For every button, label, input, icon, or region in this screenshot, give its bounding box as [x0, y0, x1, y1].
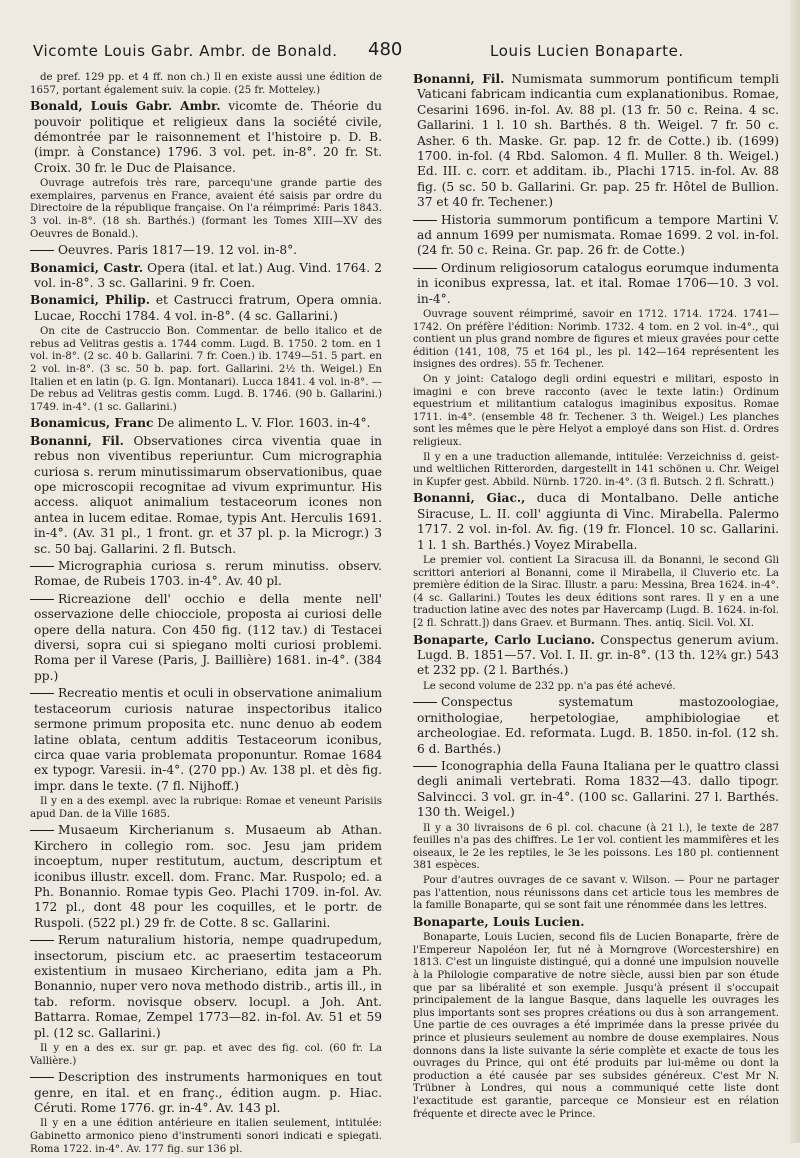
ditto-dash [30, 250, 54, 251]
entry-text: Iconographia della Fauna Italiana per le quattro classi degli animali vertebrati. Roma 1832—43. dallo tipogr. Salvincci. 3 vol. gr. in-4°. (100 sc. Gallarini. 27 l. Barthés. 130 th. Weigel.) [417, 759, 779, 820]
ditto-dash [413, 220, 437, 221]
sub-entry [30, 1070, 382, 1116]
page-number: 480 [368, 39, 403, 60]
catalog-entry [30, 261, 382, 292]
entry-text: Musaeum Kircherianum s. Musaeum ab Athan. Kirchero in collegio rom. soc. Jesu jam pridem incoeptum, nuper restitutum, auctum, descriptum et iconibus illustr. excell. dom. Franc. Mar. Ruspolo; ed. a Ph. Bonannio. Romae typis Geo. Plachi 1709. in-fol. Av. 172 pl., dont 48 pour les coquilles, et le portr. de Ruspoli. (522 pl.) 29 fr. de Cotte. 8 sc. Gallarini. [34, 823, 382, 930]
entry-note: Pour d'autres ouvrages de ce savant v. Wilson. — Pour ne partager pas l'attention, nous réunissons dans cet article tous les membres de la famille Bonaparte, qui se sont fait une rénommée dans les lettres. [413, 875, 779, 912]
sub-entry [413, 695, 779, 757]
header-right: Louis Lucien Bonaparte. [490, 42, 684, 60]
ditto-dash [30, 599, 54, 600]
entry-note: de pref. 129 pp. et 4 ff. non ch.) Il en existe aussi une édition de 1657, portant également suiv. la copie. (25 fr. Motteley.) [30, 72, 382, 96]
ditto-dash [30, 693, 54, 694]
entry-text: Numismata summorum pontificum templi Vaticani fabricam indicantia cum explanationibus. Romae, Cesarini 1696. in-fol. Av. 88 pl. (13 fr. 50 c. Reina. 4 sc. Gallarini. 1 l. 10 sh. Barthés. 8 th. Weigel. 7 fr. 50 c. Asher. 6 th. Maske. Gr. pap. 12 fr. de Cotte.) ib. (1699) 1700. in-fol. (4 Rbd. Salomon. 4 fl. Muller. 8 th. Weigel.) Ed. III. c. corr. et additam. ib., Plachi 1715. in-fol. Av. 88 fig. (5 sc. 50 b. Gallarini. Gr. pap. 25 fr. Hôtel de Bullion. 37 et 40 fr. Techener.) [417, 72, 780, 210]
entry-note: Le premier vol. contient La Siracusa ill. da Bonanni, le second Gli scrittori anteriori al Bonanni, come il Mirabella, il Cluverio etc. La première édition de la Sirac. Illustr. a paru: Messina, Brea 1624. in-4°. (4 sc. Gallarini.) Toutes les deux éditions sont rares. Il y en a une traduction latine avec des notes par Havercamp (Lugd. B. 1624. in-fol. [2 fl. Schratt.]) dans Graev. et Burmann. Thes. antiq. Sicil. Vol. XI. [413, 555, 779, 629]
entry-text: Micrographia curiosa s. rerum minutiss. observ. Romae, de Rubeis 1703. in-4°. Av. 40 pl. [34, 559, 382, 589]
sub-entry [413, 261, 779, 307]
entry-heading: Bonaparte, Carlo Luciano. [413, 632, 596, 647]
sub-entry [413, 213, 779, 259]
sub-entry [413, 759, 779, 821]
ditto-dash [413, 268, 437, 269]
entry-note: Il y a 30 livraisons de 6 pl. col. chacune (à 21 l.), le texte de 287 feuilles n'a pas des chiffres. Le 1er vol. contient les mammifères et les oiseaux, le 2e les reptiles, le 3e les poissons. Les 180 pl. contiennent 381 espèces. [413, 822, 779, 872]
ditto-dash [30, 830, 54, 831]
catalog-entry [30, 434, 382, 557]
entry-text: Description des instruments harmoniques en tout genre, en ital. et en franç., édition augm. p. Hiac. Céruti. Rome 1776. gr. in-4°. Av. 143 pl. [34, 1070, 382, 1115]
ditto-dash [413, 702, 437, 703]
page-edge [790, 0, 800, 1143]
running-header [0, 39, 800, 68]
entry-heading: Bonanni, Giac., [413, 491, 526, 506]
entry-note: Le second volume de 232 pp. n'a pas été achevé. [423, 680, 676, 692]
entry-text: Ricreazione dell' occhio e della mente nell' osservazione delle chiocciole, proposta ai curiosi delle opere della natura. Con 450 fig. (112 tav.) di Testacei diversi, sopra cui si spiegano molti curiosi problemi. Roma per il Varese (Paris, J. Baillière) 1681. in-4°. (384 pp.) [34, 591, 382, 683]
entry-note: Il y en a une traduction allemande, intitulée: Verzeichniss d. geist- und weltlichen Ritterorden, dargestellt in 141 schönen u. Chr. Weigel in Kupfer gest. Abbild. Nürnb. 1720. in-4°. (3 fl. Butsch. 2 fl. Schratt.) [413, 451, 779, 488]
catalog-entry [30, 293, 382, 324]
entry-text: et Castrucci fratrum, Opera omnia. Lucae, Rocchi 1784. 4 vol. in-8°. (4 sc. Gallarini.) [34, 293, 382, 323]
right-column [413, 72, 779, 1123]
entry-text: De alimento L. V. Flor. 1603. in-4°. [153, 416, 371, 431]
entry-heading: Bonamici, Philip. [30, 293, 150, 308]
catalog-entry [413, 491, 779, 553]
entry-text: Conspectus generum avium. Lugd. B. 1851—57. Vol. I. II. gr. in-8°. (13 th. 12¾ gr.) 543 et 232 pp. (2 l. Barthés.) [417, 632, 779, 678]
entry-heading: Bonamicus, Franc [30, 416, 154, 431]
sub-entry [30, 559, 382, 590]
entry-text: Observationes circa viventia quae in rebus non viventibus reperiuntur. Cum micrographia curiosa s. rerum minutissimarum observationibus, quae ope microscopii recognitae ad vivum exprimuntur. His access. aliquot animalium testaceorum icones non antea in lucem editae. Romae, typis Ant. Herculis 1691. in-4°. (Av. 31 pl., 1 front. gr. et 37 pl. p. la Microgr.) 3 sc. 50 baj. Gallarini. 2 fl. Butsch. [34, 433, 382, 556]
entry-text: vicomte de. Théorie du pouvoir politique et religieux dans la société civile, démontrée par le raisonnement et l'histoire p. D. B. (impr. à Constance) 1796. 3 vol. pet. in-8°. 20 fr. St. Croix. 30 fr. le Duc de Plaisance. [34, 99, 382, 175]
entry-text: Recreatio mentis et oculi in observatione animalium testaceorum curiosis naturae inspectoribus italico sermone primum proposita etc. nunc denuo ab eodem latine oblata, centum additis Testaceorum iconibus, circa quae varia problemata proponuntur. Romae 1684 ex typogr. Varesii. in-4°. (270 pp.) Av. 138 pl. et dès fig. impr. dans le texte. (7 fl. Nijhoff.) [34, 686, 382, 793]
entry-note: Ouvrage souvent réimprimé, savoir en 1712. 1714. 1724. 1741—1742. On préfère l'édition: Norimb. 1732. 4 tom. en 2 vol. in-4°., qui contient un plus grand nombre de figures et mieux gravées pour cette édition (141, 108, 75 et 164 pl., les pl. 142—164 représentent les insignes des ordres). 55 fr. Techener. [413, 309, 779, 371]
entry-heading: Bonaparte, Louis Lucien. [413, 914, 585, 929]
entry-heading: Bonanni, Fil. [413, 72, 505, 86]
ditto-dash [413, 766, 437, 767]
catalog-entry [30, 99, 382, 176]
header-left: Vicomte Louis Gabr. Ambr. de Bonald. [33, 42, 338, 60]
catalog-entry [30, 416, 382, 431]
entry-text: Opera (ital. et lat.) Aug. Vind. 1764. 2 vol. in-8°. 3 sc. Gallarini. 9 fr. Coen. [34, 260, 382, 290]
catalog-entry [413, 633, 779, 679]
entry-note: Ouvrage autrefois très rare, parcequ'une grande partie des exemplaires, parvenus en France, avaient été saisis par ordre du Directoire de la république française. On l'a réimprimé: Paris 1843. 3 vol. in-8°. (18 sh. Barthés.) (formant les Tomes XIII—XV des Oeuvres de Bonald.). [30, 178, 382, 240]
entry-text: duca di Montalbano. Delle antiche Siracuse, L. II. coll' aggiunta di Vinc. Mirabella. Palermo 1717. 2 vol. in-fol. Av. fig. (19 fr. Floncel. 10 sc. Gallarini. 1 l. 1 sh. Barthés.) Voyez Mirabella. [417, 491, 779, 552]
entry-text: Conspectus systematum mastozoologiae, ornithologiae, herpetologiae, amphibiologiae et archeologiae. Ed. reformata. Lugd. B. 1850. in-fol. (12 sh. 6 d. Barthés.) [417, 695, 779, 756]
sub-entry [30, 592, 382, 684]
entry-note: Il y en a des exempl. avec la rubrique: Romae et veneunt Parisiis apud Dan. de la Ville 1685. [30, 796, 382, 820]
sub-entry [30, 686, 382, 794]
ditto-dash [30, 566, 54, 567]
catalog-entry [413, 915, 779, 930]
sub-entry [30, 243, 382, 258]
catalog-entry [413, 72, 779, 211]
ditto-dash [30, 1077, 54, 1078]
sub-entry [30, 823, 382, 931]
entry-note: On y joint: Catalogo degli ordini equestri e militari, esposto in imagini e con breve racconto (avec le texte latin:) Ordinum equestrium et militantium catalogus imaginibus expositus. Romae 1711. in-4°. (ensemble 48 fr. Techener. 3 th. Weigel.) Les planches sont les mêmes que le père Helyot a employé dans son Hist. d. Ordres religieux. [413, 374, 779, 449]
entry-text: Historia summorum pontificum a tempore Martini V. ad annum 1699 per numismata. Romae 1699. 2 vol. in-fol. (24 fr. 50 c. Reina. Gr. pap. 26 fr. de Cotte.) [417, 212, 779, 258]
entry-heading: Bonamici, Castr. [30, 260, 144, 275]
entry-note: Il y en a des ex. sur gr. pap. et avec des fig. col. (60 fr. La Vallière.) [30, 1043, 382, 1067]
left-column [30, 72, 382, 1158]
entry-note: Il y en a une édition antérieure en italien seulement, intitulée: Gabinetto armonico pieno d'instrumenti sonori indicati e spiegati. Roma 1722. in-4°. Av. 177 fig. sur 136 pl. [30, 1118, 382, 1155]
ditto-dash [30, 940, 54, 941]
entry-note: Bonaparte, Louis Lucien, second fils de Lucien Bonaparte, frère de l'Empereur Napoléon Ier, fut né à Morngrove (Worcestershire) en 1813. C'est un linguiste distingué, qui a donné une impulsion nouvelle à la Philologie comparative de notre siècle, aussi bien par son étude que par sa libéralité et son exemple. Jusqu'à présent il s'occupait principalement de la langue Basque, dans laquelle les ouvrages les plus importants sont ses propres créations ou dus à son arrangement. Une partie de ces ouvrages a été imprimée dans la presse privée du prince et plusieurs seulement au nombre de douse exemplaires. Nous donnons dans la liste suivante la série complète et exacte de tous les ouvrages du Prince, qui ont été produits par lui-même ou dont la production a été causée par ses subsides généreux. C'est Mr N. Trübner à Londres, qui nous a communiqué cette liste dont l'exactitude est garantie, parceque ce Monsieur est en rélation fréquente et directe avec le Prince. [413, 932, 779, 1120]
sub-entry [30, 933, 382, 1041]
entry-text: Oeuvres. Paris 1817—19. 12 vol. in-8°. [58, 243, 298, 258]
entry-note: On cite de Castruccio Bon. Commentar. de bello italico et de rebus ad Velitras gestis a. 1744 comm. Lugd. B. 1750. 2 tom. en 1 vol. in-8°. (2 sc. 40 b. Gallarini. 7 fr. Coen.) ib. 1749—51. 5 part. en 2 vol. in-8°. (3 sc. 50 b. pap. fort. Gallarini. 2½ th. Weigel.) En Italien et en latin (p. G. Ign. Montanari). Lucca 1841. 4 vol. in-8°. — De rebus ad Velitras gestis comm. Lugd. B. 1746. (90 b. Gallarini.) 1749. in-4°. (1 sc. Gallarini.) [30, 326, 382, 413]
entry-text: Rerum naturalium historia, nempe quadrupedum, insectorum, piscium etc. ac praesertim testaceorum existentium in musaeo Kircheriano, edita jam a Ph. Bonannio, nuper vero nova methodo distrib., artis ill., in tab. reform. novisque observ. locupl. a Joh. Ant. Battarra. Romae, Zempel 1773—82. in-fol. Av. 51 et 59 pl. (12 sc. Gallarini.) [34, 933, 382, 1040]
entry-heading: Bonanni, Fil. [30, 433, 124, 448]
entry-text: Ordinum religiosorum catalogus eorumque indumenta in iconibus expressa, lat. et ital. Romae 1706—10. 3 vol. in-4°. [417, 260, 779, 306]
entry-heading: Bonald, Louis Gabr. Ambr. [30, 99, 221, 114]
